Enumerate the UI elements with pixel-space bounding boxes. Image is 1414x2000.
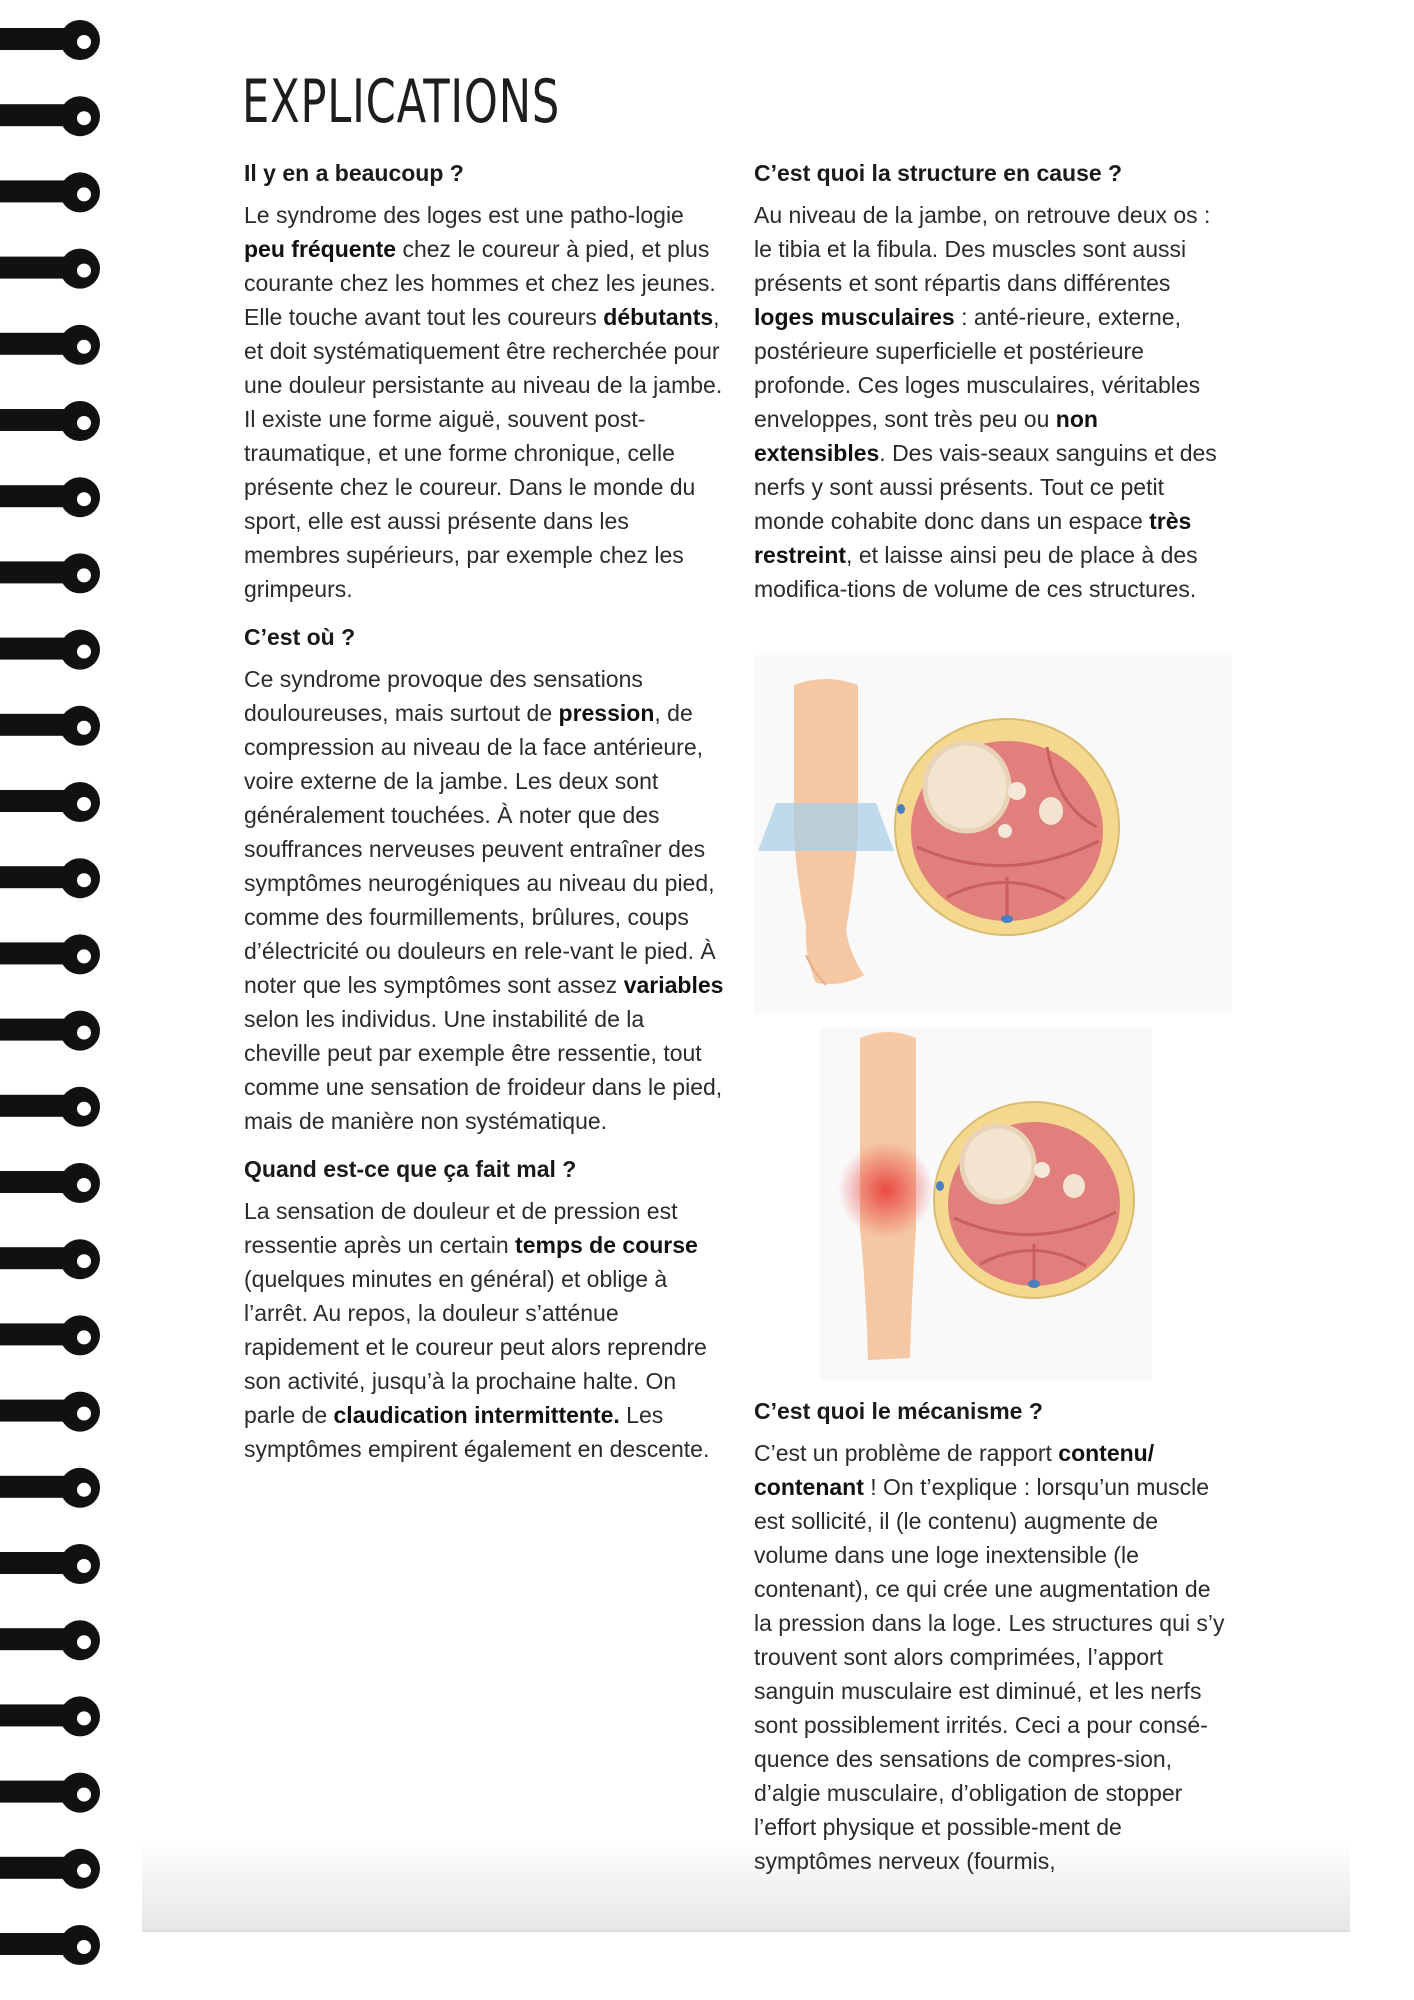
spiral-ring — [0, 325, 100, 365]
section-text-when: La sensation de douleur et de pression est ressentie après un certain temps de course (quelques minutes en général) et oblige à l’arrêt. Au repos, la douleur s’atténue rapidement et le coureur peut alors reprendre son activité, jusqu’à la prochaine halte. On parle de claudication intermittente. Les symptômes empirent également en descente. — [244, 1198, 710, 1462]
spiral-ring — [0, 20, 100, 60]
spiral-ring — [0, 630, 100, 670]
leg-cross-section-illustration — [754, 655, 1232, 1013]
spiral-ring — [0, 401, 100, 441]
spiral-ring — [0, 1011, 100, 1051]
spiral-ring — [0, 1315, 100, 1355]
spiral-ring — [0, 1620, 100, 1660]
section-heading-when: Quand est-ce que ça fait mal ? — [244, 1156, 577, 1182]
spiral-ring — [0, 1163, 100, 1203]
spiral-ring — [0, 934, 100, 974]
section-text-location: Ce syndrome provoque des sensations douloureuses, mais surtout de pression, de compression au niveau de la face antérieure, voire externe de la jambe. Les deux sont généralement touchées. À noter que des souffrances nerveuses peuvent entraîner des symptômes neurogéniques au niveau du pied, comme des fourmillements, brûlures, coups d’électricité ou douleurs en rele-vant le pied. À noter que les symptômes sont assez variables selon les individus. Une instabilité de la cheville peut par exemple être ressentie, tout comme une sensation de froideur dans le pied, mais de manière non systématique. — [244, 666, 724, 1134]
spiral-ring — [0, 1925, 100, 1965]
leg-cross-section-figure — [754, 655, 1232, 1013]
spiral-ring — [0, 1392, 100, 1432]
spiral-ring — [0, 249, 100, 289]
right-column — [754, 158, 1234, 622]
spiral-ring — [0, 1696, 100, 1736]
spiral-ring — [0, 1773, 100, 1813]
leg-pain-illustration — [820, 1028, 1152, 1380]
spiral-ring — [0, 1849, 100, 1889]
cut-plane — [758, 803, 894, 851]
cross-section-diagram — [934, 1102, 1134, 1298]
spiral-binding — [0, 0, 110, 2000]
spiral-ring — [0, 1468, 100, 1508]
section-heading-frequency: Il y en a beaucoup ? — [244, 160, 464, 186]
pain-area — [838, 1142, 934, 1238]
cross-section-diagram — [895, 719, 1119, 935]
spiral-ring — [0, 782, 100, 822]
spiral-ring — [0, 96, 100, 136]
leg-pain-figure — [820, 1028, 1152, 1380]
left-column — [244, 158, 724, 1482]
section-text-structure: Au niveau de la jambe, on retrouve deux os : le tibia et la fibula. Des muscles sont aussi présents et sont répartis dans différentes loges musculaires : anté-rieure, externe, postérieure superficielle et postérieure profonde. Ces loges musculaires, véritables enveloppes, sont très peu ou non extensibles. Des vais-seaux sanguins et des nerfs y sont aussi présents. Tout ce petit monde cohabite donc dans un espace très restreint, et laisse ainsi peu de place à des modifica-tions de volume de ces structures. — [754, 202, 1217, 602]
page-title: EXPLICATIONS — [242, 67, 561, 137]
spiral-ring — [0, 1087, 100, 1127]
section-heading-mechanism: C’est quoi le mécanisme ? — [754, 1398, 1043, 1424]
spiral-ring — [0, 858, 100, 898]
page-bottom-edge — [142, 1930, 1350, 1932]
section-heading-structure: C’est quoi la structure en cause ? — [754, 160, 1123, 186]
spiral-ring — [0, 172, 100, 212]
right-column-lower — [754, 1396, 1234, 1894]
spiral-ring — [0, 553, 100, 593]
spiral-ring — [0, 1239, 100, 1279]
section-text-frequency: Le syndrome des loges est une patho-logie peu fréquente chez le coureur à pied, et plus courante chez les hommes et chez les jeunes. Elle touche avant tout les coureurs débutants, et doit systématiquement être recherchée pour une douleur persistante au niveau de la jambe. Il existe une forme aiguë, souvent post-traumatique, et une forme chronique, celle présente chez le coureur. Dans le monde du sport, elle est aussi présente dans les membres supérieurs, par exemple chez les grimpeurs. — [244, 202, 723, 602]
spiral-ring — [0, 706, 100, 746]
section-text-mechanism: C’est un problème de rapport contenu/ contenant ! On t’explique : lorsqu’un muscle est sollicité, il (le contenu) augmente de volume dans une loge inextensible (le contenant), ce qui crée une augmentation de la pression dans la loge. Les structures qui s’y trouvent sont alors comprimées, l’apport sanguin musculaire est diminué, et les nerfs sont possiblement irrités. Ceci a pour consé-quence des sensations de compres-sion, d’algie musculaire, d’obligation de stopper l’effort physique et possible-ment de symptômes nerveux (fourmis, — [754, 1440, 1225, 1874]
spiral-ring — [0, 477, 100, 517]
section-heading-location: C’est où ? — [244, 624, 356, 650]
spiral-ring — [0, 1544, 100, 1584]
